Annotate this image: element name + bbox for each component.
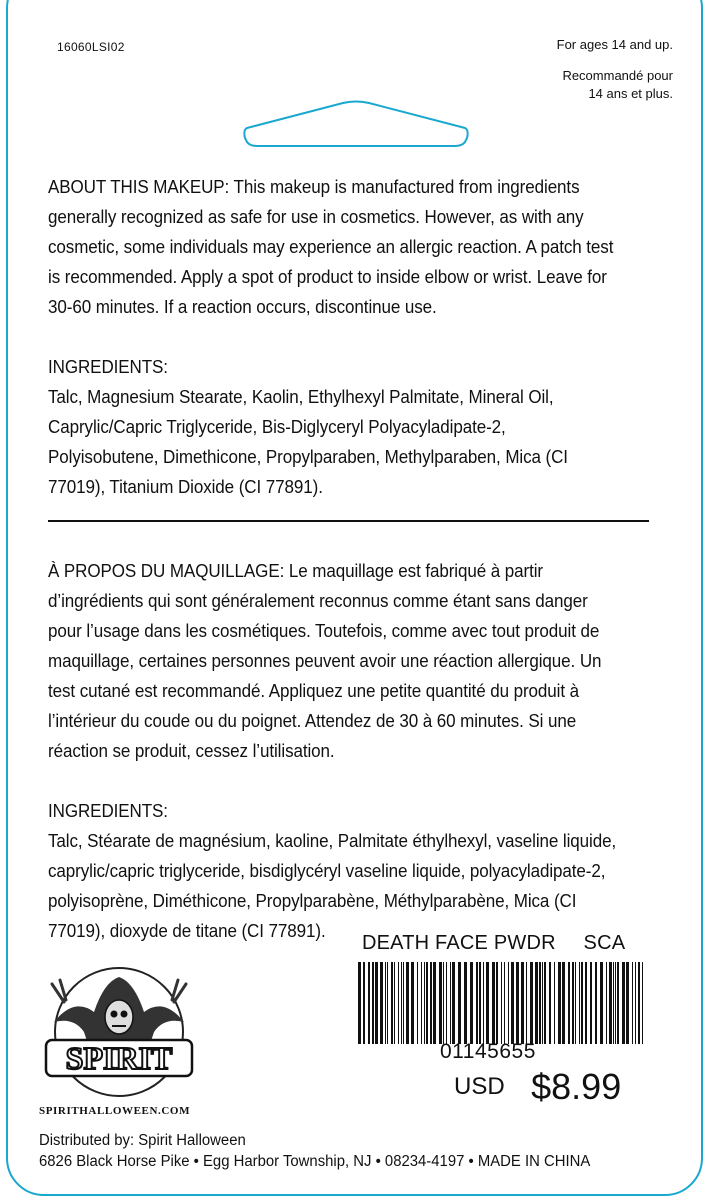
barcode-bar [483,962,484,1044]
barcode-bar [613,962,614,1044]
barcode-bar [542,962,543,1044]
barcode-bar [617,962,619,1044]
barcode-bar [492,962,495,1044]
barcode-bar [417,962,418,1044]
barcode-bar [501,962,502,1044]
barcode-bar [581,962,583,1044]
barcode-bar [391,962,393,1044]
barcode-bar [452,962,455,1044]
barcode-label [362,932,625,955]
barcode-bar [430,962,432,1044]
barcode-bar [590,962,592,1044]
barcode-bar [539,962,541,1044]
barcode-bar [635,962,636,1044]
price-tag [454,1066,621,1108]
barcode-bar [535,962,538,1044]
barcode-bar [609,962,612,1044]
barcode-bar [568,962,570,1044]
distributor-line1: Distributed by: Spirit Halloween [39,1132,246,1149]
barcode-bar [403,962,404,1044]
barcode-bar [579,962,580,1044]
price-amount: $8.99 [531,1066,622,1107]
barcode-bar [380,962,383,1044]
french-ingredients-heading: INGREDIENTS: [48,800,168,821]
barcode-bar [394,962,395,1044]
currency: USD [454,1073,505,1100]
barcode-bar [562,962,565,1044]
barcode-bar [458,962,461,1044]
barcode-bar [606,962,607,1044]
barcode-bar [530,962,533,1044]
barcode-bar [496,962,498,1044]
barcode-bar [626,962,629,1044]
barcode-bar [411,962,414,1044]
barcode-bar [450,962,451,1044]
french-section [48,556,618,946]
barcode-bar [375,962,378,1044]
age-english: For ages 14 and up. [556,37,673,52]
barcode-bar [585,962,587,1044]
barcode-bar [572,962,574,1044]
barcode-bar [446,962,447,1044]
english-section [48,172,618,502]
product-name: DEATH FACE PWDR [362,932,556,954]
barcode-bar [554,962,555,1044]
barcode-bar [595,962,597,1044]
barcode-bar [398,962,399,1044]
barcode [358,962,646,1044]
barcode-bar [479,962,481,1044]
barcode-bar [426,962,428,1044]
website-link: SPIRITHALLOWEEN.COM [39,1105,191,1117]
english-ingredients-heading: INGREDIENTS: [48,356,168,377]
barcode-bar [544,962,546,1044]
age-recommendation [557,36,673,103]
hang-tab-cutout-icon [243,100,469,148]
distributor-info [39,1130,590,1172]
barcode-bar [504,962,505,1044]
barcode-bar [508,962,509,1044]
logo-wordmark: SPIRIT [65,1040,173,1076]
barcode-bar [511,962,514,1044]
barcode-bar [387,962,388,1044]
distributor-line2: 6826 Black Horse Pike • Egg Harbor Township, NJ • 08234-4197 • MADE IN CHINA [39,1153,591,1170]
french-ingredients-text: Talc, Stéarate de magnésium, kaoline, Palmitate éthylhexyl, vaseline liquide, caprylic/capric triglyceride, bisdiglycéryl vaseline liquide, polyacyladipate-2, polyisoprène, Diméthicone, Propylparabène, Méthylparabène, Mica (CI 77019), dioxyde de titane (CI 77891). [48,830,617,941]
age-french-line2: 14 ans et plus. [588,86,673,101]
barcode-bar [406,962,409,1044]
english-about-text: ABOUT THIS MAKEUP: This makeup is manufactured from ingredients generally recognized as safe for use in cosmetics. However, as with any cosmetic, some individuals may experience an allergic reaction. A patch test is recommended. Apply a spot of product to inside elbow or wrist. Leave for 30-60 minutes. If a reaction occurs, discontinue use. [48,176,614,317]
barcode-bar [433,962,436,1044]
barcode-bar [615,962,616,1044]
english-ingredients-text: Talc, Magnesium Stearate, Kaolin, Ethylhexyl Palmitate, Mineral Oil, Caprylic/Capric Triglyceride, Bis-Diglyceryl Polyacyladipate-2, Polyisobutene, Dimethicone, Propylparaben, Methylparaben, Mica (CI 77019), Titanium Dioxide (CI 77891). [48,386,568,497]
barcode-bar [372,962,374,1044]
barcode-bar [424,962,425,1044]
barcode-bar [549,962,551,1044]
spirit-logo [34,962,204,1102]
barcode-bar [464,962,467,1044]
product-code: 16060LSI02 [57,40,125,54]
department-code: SCA [583,932,626,954]
barcode-bar [632,962,633,1044]
barcode-bar [622,962,625,1044]
barcode-bar [521,962,524,1044]
barcode-bar [421,962,422,1044]
barcode-bar [486,962,489,1044]
barcode-bar [575,962,576,1044]
barcode-bar [358,962,361,1044]
barcode-bar [439,962,442,1044]
barcode-bar [526,962,527,1044]
barcode-bar [363,962,365,1044]
barcode-bar [476,962,478,1044]
section-divider [48,520,649,522]
barcode-bar [368,962,370,1044]
barcode-bar [516,962,519,1044]
barcode-bar [642,962,643,1044]
french-about-text: À PROPOS DU MAQUILLAGE: Le maquillage est fabriqué à partir d’ingrédients qui sont généralement reconnus comme étant sans danger pour l’usage dans les cosmétiques. Toutefois, comme avec tout produit de maquillage, certaines personnes peuvent avoir une réaction allergique. Un test cutané est recommandé. Appliquez une petite quantité du produit à l’intérieur du coude ou du poignet. Attendez de 30 à 60 minutes. Si une réaction se produit, cessez l’utilisation. [48,560,602,761]
barcode-bar [600,962,603,1044]
barcode-bar [470,962,473,1044]
barcode-bar [385,962,386,1044]
barcode-number: 01145655 [440,1040,536,1063]
barcode-bar [558,962,561,1044]
barcode-bar [638,962,640,1044]
barcode-bar [443,962,444,1044]
barcode-bar [401,962,402,1044]
age-french-line1: Recommandé pour [562,68,673,83]
